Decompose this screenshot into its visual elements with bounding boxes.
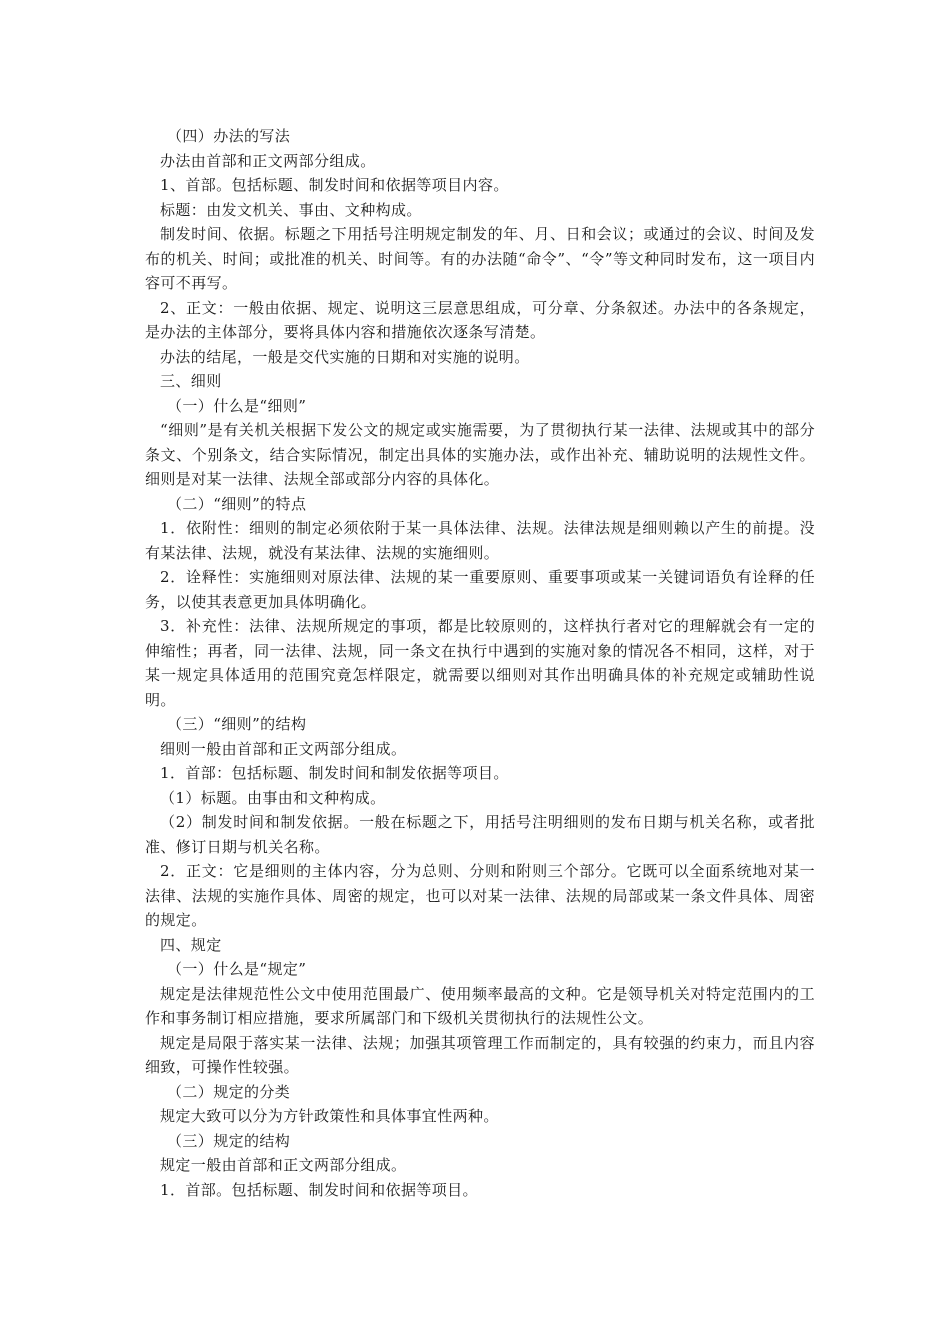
subsection-heading: （一）什么是“规定” [167,960,307,978]
paragraph: 细则一般由首部和正文两部分组成。 [160,739,407,758]
paragraph: 规定大致可以分为方针政策性和具体事宜性两种。 [160,1107,499,1125]
paragraph: 办法由首部和正文两部分组成。 [160,151,376,170]
paragraph: 规定是局限于落实某一法律、法规；加强其项管理工作而制定的，具有较强的约束力，而且内容细致，可操作性较强。 [145,1033,815,1076]
subsection-heading: （一）什么是“细则” [167,396,307,415]
paragraph: 1、首部。包括标题、制发时间和依据等项目内容。 [160,176,509,194]
paragraph: （1）标题。由事由和文种构成。 [160,788,386,807]
paragraph: 办法的结尾，一般是交代实施的日期和对实施的说明。 [160,347,530,366]
subsection-heading: （三）“细则”的结构 [167,715,307,733]
subsection-heading: （三）规定的结构 [167,1131,291,1150]
paragraph: 1．首部。包括标题、制发时间和依据等项目。 [160,1180,478,1199]
paragraph: （2）制发时间和制发依据。一般在标题之下，用括号注明细则的发布日期与机关名称，或者批准、修订日期与机关名称。 [145,813,815,856]
paragraph: 规定是法律规范性公文中使用范围最广、使用频率最高的文种。它是领导机关对特定范围内的工作和事务制订相应措施，要求所属部门和下级机关贯彻执行的法规性公文。 [145,984,815,1027]
subsection-heading: （二）“细则”的特点 [167,494,307,513]
paragraph: 制发时间、依据。标题之下用括号注明规定制发的年、月、日和会议；或通过的会议、时间及发布的机关、时间；或批准的机关、时间等。有的办法随“命令”、“令”等文种同时发布，这一项目内容可不再写。 [145,225,815,292]
subsection-heading: （二）规定的分类 [167,1082,291,1101]
paragraph: 3．补充性：法律、法规所规定的事项，都是比较原则的，这样执行者对它的理解就会有一定的伸缩性；再者，同一法律、法规，同一条文在执行中遇到的实施对象的情况各不相同，这样，对于某一规定具体适用的范围究竟怎样限定，就需要以细则对其作出明确具体的补充规定或辅助性说明。 [145,617,815,709]
document-body [145,124,815,1202]
section-heading-xize: 三、细则 [160,372,222,390]
section-heading-banfa-xiefa: （四）办法的写法 [167,127,291,145]
paragraph: 1．首部：包括标题、制发时间和制发依据等项目。 [160,764,509,782]
paragraph: 2、正文：一般由依据、规定、说明这三层意思组成，可分章、分条叙述。办法中的各条规定，是办法的主体部分，要将具体内容和措施依次逐条写清楚。 [145,298,815,341]
paragraph: 标题：由发文机关、事由、文种构成。 [160,200,422,219]
paragraph: “细则”是有关机关根据下发公文的规定或实施需要，为了贯彻执行某一法律、法规或其中的部分条文、个别条文，结合实际情况，制定出具体的实施办法，或作出补充、辅助说明的法规性文件。细则是对某一法律、法规全部或部分内容的具体化。 [145,421,815,488]
section-heading-guiding: 四、规定 [160,935,222,954]
paragraph: 2．诠释性：实施细则对原法律、法规的某一重要原则、重要事项或某一关键词语负有诠释的任务，以使其表意更加具体明确化。 [145,568,815,611]
paragraph: 2．正文：它是细则的主体内容，分为总则、分则和附则三个部分。它既可以全面系统地对某一法律、法规的实施作具体、周密的规定，也可以对某一法律、法规的局部或某一条文件具体、周密的规定。 [145,862,815,929]
paragraph: 规定一般由首部和正文两部分组成。 [160,1156,407,1174]
paragraph: 1．依附性：细则的制定必须依附于某一具体法律、法规。法律法规是细则赖以产生的前提。没有某法律、法规，就没有某法律、法规的实施细则。 [145,519,815,562]
